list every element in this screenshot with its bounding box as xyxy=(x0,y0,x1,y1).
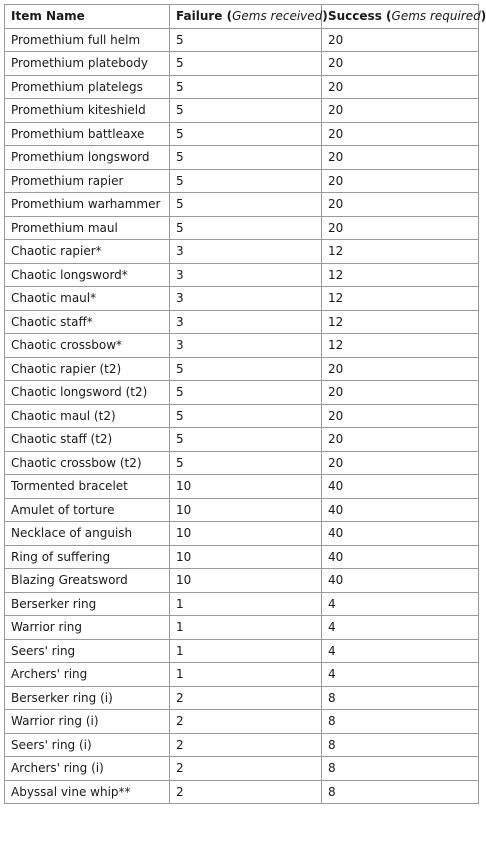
failure-gems-cell: 10 xyxy=(170,498,322,522)
table-row xyxy=(5,357,479,381)
header-failure: Failure (Gems received) xyxy=(170,5,322,29)
table-row xyxy=(5,498,479,522)
table-row xyxy=(5,592,479,616)
failure-gems-cell: 2 xyxy=(170,780,322,804)
success-gems-cell: 12 xyxy=(322,334,479,358)
item-name-cell: Chaotic staff (t2) xyxy=(5,428,170,452)
item-name-cell: Promethium longsword xyxy=(5,146,170,170)
success-gems-cell: 40 xyxy=(322,475,479,499)
item-name-cell: Promethium kiteshield xyxy=(5,99,170,123)
table-row xyxy=(5,334,479,358)
success-gems-cell: 20 xyxy=(322,52,479,76)
success-gems-cell: 20 xyxy=(322,169,479,193)
item-name-cell: Promethium warhammer xyxy=(5,193,170,217)
failure-gems-cell: 1 xyxy=(170,616,322,640)
item-name-cell: Necklace of anguish xyxy=(5,522,170,546)
table-row xyxy=(5,733,479,757)
failure-gems-cell: 1 xyxy=(170,592,322,616)
gems-table xyxy=(4,4,486,804)
table-row xyxy=(5,122,479,146)
item-name-cell: Promethium platelegs xyxy=(5,75,170,99)
table-row xyxy=(5,451,479,475)
success-gems-cell: 4 xyxy=(322,616,479,640)
failure-gems-cell: 5 xyxy=(170,52,322,76)
table-row xyxy=(5,240,479,264)
item-name-cell: Amulet of torture xyxy=(5,498,170,522)
item-name-cell: Ring of suffering xyxy=(5,545,170,569)
table-row xyxy=(5,404,479,428)
failure-gems-cell: 1 xyxy=(170,639,322,663)
table-row xyxy=(5,757,479,781)
item-name-cell: Warrior ring xyxy=(5,616,170,640)
table-row xyxy=(5,545,479,569)
success-gems-cell: 20 xyxy=(322,122,479,146)
item-name-cell: Berserker ring (i) xyxy=(5,686,170,710)
failure-gems-cell: 2 xyxy=(170,733,322,757)
failure-gems-cell: 5 xyxy=(170,122,322,146)
item-name-cell: Archers' ring (i) xyxy=(5,757,170,781)
item-name-cell: Promethium battleaxe xyxy=(5,122,170,146)
success-gems-cell: 40 xyxy=(322,569,479,593)
success-gems-cell: 40 xyxy=(322,522,479,546)
item-name-cell: Archers' ring xyxy=(5,663,170,687)
failure-gems-cell: 2 xyxy=(170,686,322,710)
success-gems-cell: 12 xyxy=(322,287,479,311)
item-name-cell: Promethium platebody xyxy=(5,52,170,76)
failure-gems-cell: 3 xyxy=(170,263,322,287)
table-row xyxy=(5,780,479,804)
item-name-cell: Berserker ring xyxy=(5,592,170,616)
table-row xyxy=(5,99,479,123)
item-name-cell: Chaotic rapier* xyxy=(5,240,170,264)
table-row xyxy=(5,287,479,311)
item-name-cell: Chaotic crossbow* xyxy=(5,334,170,358)
failure-gems-cell: 5 xyxy=(170,428,322,452)
table-row xyxy=(5,146,479,170)
table-row xyxy=(5,522,479,546)
table-row xyxy=(5,310,479,334)
header-item-name xyxy=(5,5,170,29)
item-name-cell: Chaotic staff* xyxy=(5,310,170,334)
table-row xyxy=(5,475,479,499)
item-name-cell: Promethium maul xyxy=(5,216,170,240)
failure-gems-cell: 5 xyxy=(170,169,322,193)
failure-gems-cell: 10 xyxy=(170,569,322,593)
table-row xyxy=(5,263,479,287)
table-row xyxy=(5,216,479,240)
failure-gems-cell: 10 xyxy=(170,545,322,569)
item-name-cell: Chaotic rapier (t2) xyxy=(5,357,170,381)
failure-gems-cell: 1 xyxy=(170,663,322,687)
failure-gems-cell: 5 xyxy=(170,451,322,475)
item-name-cell: Seers' ring xyxy=(5,639,170,663)
header-success-label: Success xyxy=(328,9,382,24)
success-gems-cell: 20 xyxy=(322,99,479,123)
failure-gems-cell: 10 xyxy=(170,522,322,546)
item-name-cell: Promethium rapier xyxy=(5,169,170,193)
failure-gems-cell: 5 xyxy=(170,28,322,52)
success-gems-cell: 12 xyxy=(322,263,479,287)
success-gems-cell: 8 xyxy=(322,780,479,804)
table-row xyxy=(5,639,479,663)
failure-gems-cell: 10 xyxy=(170,475,322,499)
table-row xyxy=(5,381,479,405)
success-gems-cell: 8 xyxy=(322,757,479,781)
success-gems-cell: 20 xyxy=(322,404,479,428)
success-gems-cell: 4 xyxy=(322,663,479,687)
success-gems-cell: 12 xyxy=(322,240,479,264)
header-success-note: Gems required xyxy=(391,9,481,24)
item-name-cell: Chaotic maul* xyxy=(5,287,170,311)
header-failure-note: Gems received xyxy=(232,9,323,24)
table-row xyxy=(5,616,479,640)
table-row xyxy=(5,569,479,593)
success-gems-cell: 40 xyxy=(322,545,479,569)
item-name-cell: Chaotic longsword* xyxy=(5,263,170,287)
header-row xyxy=(5,5,479,29)
success-gems-cell: 20 xyxy=(322,193,479,217)
failure-gems-cell: 2 xyxy=(170,710,322,734)
success-gems-cell: 20 xyxy=(322,75,479,99)
success-gems-cell: 8 xyxy=(322,733,479,757)
table-row xyxy=(5,193,479,217)
success-gems-cell: 20 xyxy=(322,28,479,52)
table-body xyxy=(5,28,479,804)
table-row xyxy=(5,686,479,710)
success-gems-cell: 4 xyxy=(322,592,479,616)
item-name-cell: Tormented bracelet xyxy=(5,475,170,499)
header-item-name-label: Item Name xyxy=(11,9,85,24)
item-name-cell: Chaotic crossbow (t2) xyxy=(5,451,170,475)
table-row xyxy=(5,710,479,734)
failure-gems-cell: 5 xyxy=(170,193,322,217)
failure-gems-cell: 5 xyxy=(170,404,322,428)
table-row xyxy=(5,75,479,99)
failure-gems-cell: 3 xyxy=(170,287,322,311)
item-name-cell: Seers' ring (i) xyxy=(5,733,170,757)
success-gems-cell: 12 xyxy=(322,310,479,334)
failure-gems-cell: 2 xyxy=(170,757,322,781)
success-gems-cell: 20 xyxy=(322,428,479,452)
failure-gems-cell: 3 xyxy=(170,334,322,358)
failure-gems-cell: 5 xyxy=(170,75,322,99)
table-row xyxy=(5,428,479,452)
success-gems-cell: 8 xyxy=(322,686,479,710)
table-header xyxy=(5,5,486,29)
success-gems-cell: 20 xyxy=(322,357,479,381)
item-name-cell: Promethium full helm xyxy=(5,28,170,52)
failure-gems-cell: 3 xyxy=(170,240,322,264)
item-name-cell: Chaotic maul (t2) xyxy=(5,404,170,428)
success-gems-cell: 8 xyxy=(322,710,479,734)
table-row xyxy=(5,28,479,52)
success-gems-cell: 20 xyxy=(322,451,479,475)
failure-gems-cell: 5 xyxy=(170,99,322,123)
failure-gems-cell: 5 xyxy=(170,381,322,405)
table-row xyxy=(5,52,479,76)
success-gems-cell: 20 xyxy=(322,216,479,240)
table-row xyxy=(5,169,479,193)
item-name-cell: Abyssal vine whip** xyxy=(5,780,170,804)
header-success: Success (Gems required) xyxy=(322,5,479,29)
item-name-cell: Warrior ring (i) xyxy=(5,710,170,734)
header-failure-label: Failure xyxy=(176,9,223,24)
item-name-cell: Blazing Greatsword xyxy=(5,569,170,593)
success-gems-cell: 20 xyxy=(322,146,479,170)
failure-gems-cell: 5 xyxy=(170,357,322,381)
success-gems-cell: 4 xyxy=(322,639,479,663)
failure-gems-cell: 5 xyxy=(170,146,322,170)
failure-gems-cell: 5 xyxy=(170,216,322,240)
item-name-cell: Chaotic longsword (t2) xyxy=(5,381,170,405)
table-row xyxy=(5,663,479,687)
success-gems-cell: 20 xyxy=(322,381,479,405)
failure-gems-cell: 3 xyxy=(170,310,322,334)
success-gems-cell: 40 xyxy=(322,498,479,522)
